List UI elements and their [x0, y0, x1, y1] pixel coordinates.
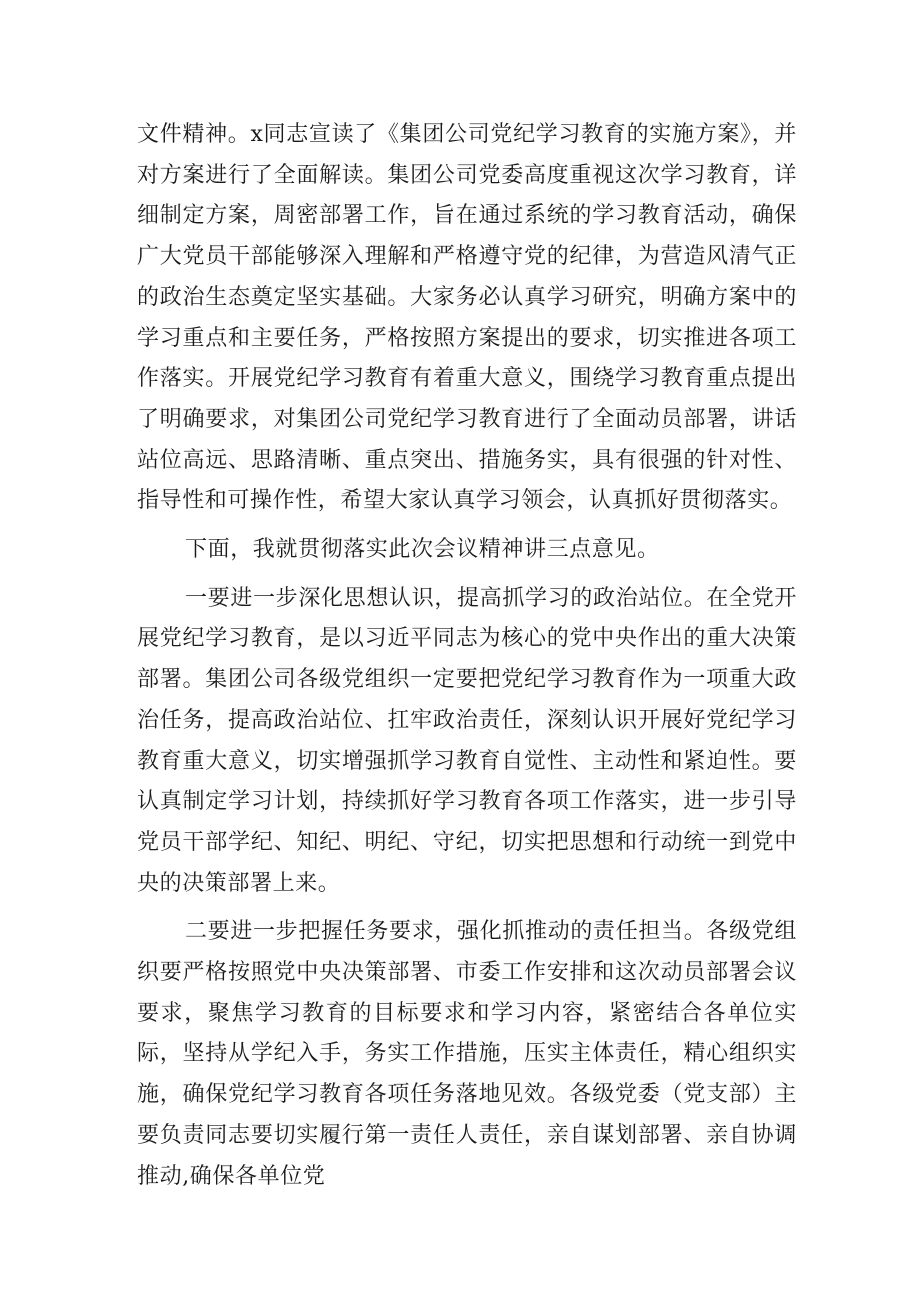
body-text — [137, 115, 797, 1197]
paragraph-intro: 文件精神。x同志宣读了《集团公司党纪学习教育的实施方案》，并对方案进行了全面解读。集团公司党委高度重视这次学习教育，详细制定方案，周密部署工作，旨在通过系统的学习教育活动，确保广大党员干部能够深入理解和严格遵守党的纪律，为营造风清气正的政治生态奠定坚实基础。大家务必认真学习研究，明确方案中的学习重点和主要任务，严格按照方案提出的要求，切实推进各项工作落实。开展党纪学习教育有着重大意义，围绕学习教育重点提出了明确要求，对集团公司党纪学习教育进行了全面动员部署，讲话站位高远、思路清晰、重点突出、措施务实，具有很强的针对性、指导性和可操作性，希望大家认真学习领会，认真抓好贯彻落实。 — [137, 122, 797, 514]
paragraph-point-one: 一要进一步深化思想认识，提高抓学习的政治站位。在全党开展党纪学习教育，是以习近平同志为核心的党中央作出的重大决策部署。集团公司各级党组织一定要把党纪学习教育作为一项重大政治任务，提高政治站位、扛牢政治责任，深刻认识开展好党纪学习教育重大意义，切实增强抓学习教育自觉性、主动性和紧迫性。要认真制定学习计划，持续抓好学习教育各项工作落实，进一步引导党员干部学纪、知纪、明纪、守纪，切实把思想和行动统一到党中央的决策部署上来。 — [137, 585, 797, 896]
paragraph-transition: 下面，我就贯彻落实此次会议精神讲三点意见。 — [185, 537, 660, 563]
paragraph-point-two: 二要进一步把握任务要求，强化抓推动的责任担当。各级党组织要严格按照党中央决策部署、市委工作安排和这次动员部署会议要求，聚焦学习教育的目标要求和学习内容，紧密结合各单位实际，坚持从学纪入手，务实工作措施，压实主体责任，精心组织实施，确保党纪学习教育各项任务落地见效。各级党委（党支部）主要负责同志要切实履行第一责任人责任，亲自谋划部署、亲自协调推动,确保各单位党 — [137, 919, 797, 1189]
